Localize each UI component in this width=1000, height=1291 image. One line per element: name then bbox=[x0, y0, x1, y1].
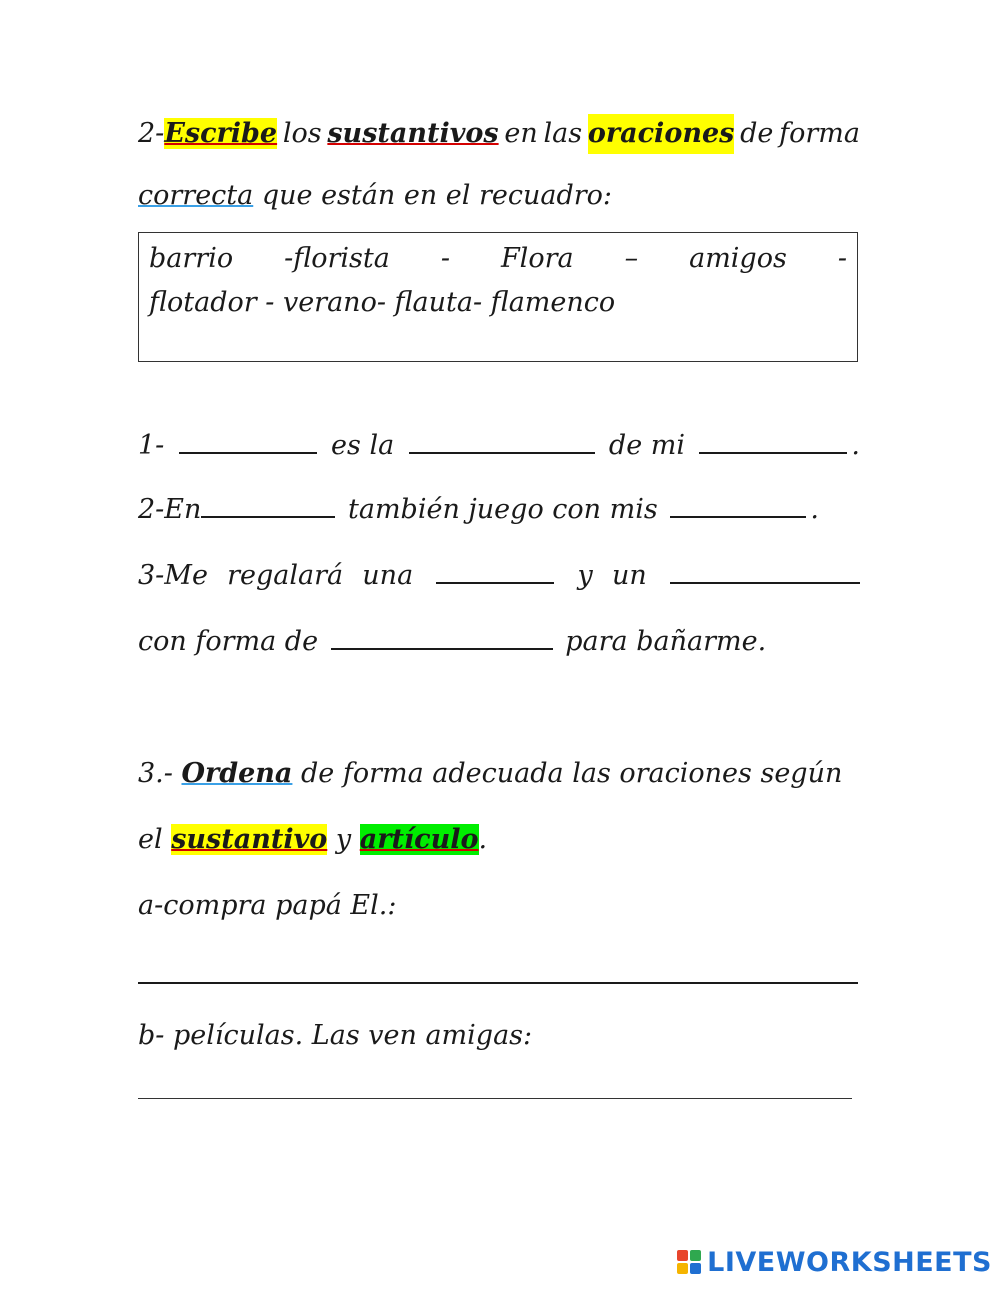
sentence-3-text-b: regalará bbox=[227, 560, 344, 591]
answer-blank-3a[interactable] bbox=[436, 556, 554, 584]
keyword-correcta: correcta bbox=[138, 180, 254, 211]
answer-line-b[interactable] bbox=[138, 1098, 852, 1099]
separator: – bbox=[624, 243, 639, 274]
answer-blank-3b[interactable] bbox=[670, 556, 860, 584]
sentence-2-text-a: 2-En bbox=[138, 494, 202, 525]
keyword-articulo: artículo bbox=[359, 824, 479, 855]
item-a: a-compra papá El.: bbox=[138, 890, 397, 921]
word-de: de bbox=[740, 118, 774, 149]
sentence-3-text-d: y bbox=[577, 560, 593, 591]
keyword-escribe: Escribe bbox=[164, 118, 278, 149]
word-barrio: barrio bbox=[149, 243, 234, 274]
sentence-2-text-b: también juego con mis bbox=[348, 494, 658, 525]
answer-blank-2b[interactable] bbox=[670, 490, 806, 518]
answer-blank-1a[interactable] bbox=[179, 426, 317, 454]
sentence-1-text-b: de mi bbox=[608, 430, 685, 461]
section3-title-line2: el sustantivo y artículo. bbox=[138, 824, 488, 855]
word-florista: -florista bbox=[284, 243, 390, 274]
keyword-ordena: Ordena bbox=[181, 758, 293, 789]
sentence-4-text-b: para bañarme. bbox=[565, 626, 767, 657]
answer-blank-2a[interactable] bbox=[201, 490, 335, 518]
separator: - bbox=[837, 243, 847, 274]
word-flora: Flora bbox=[500, 243, 574, 274]
item-b: b- películas. Las ven amigas: bbox=[138, 1020, 533, 1051]
sentence-4-text-a: con forma de bbox=[138, 626, 319, 657]
answer-blank-1c[interactable] bbox=[699, 426, 847, 454]
section2-number: 2- bbox=[138, 118, 165, 149]
section2-title-line1 bbox=[138, 114, 860, 154]
section2-line2-rest: que están en el recuadro: bbox=[261, 180, 613, 211]
word-las: las bbox=[543, 118, 583, 149]
answer-line-a[interactable] bbox=[138, 982, 858, 984]
sentence-3-text-e: un bbox=[611, 560, 647, 591]
word-amigos: amigos bbox=[689, 243, 787, 274]
sentence-1-text-a: es la bbox=[331, 430, 395, 461]
word-los: los bbox=[282, 118, 322, 149]
section2-title-line2 bbox=[138, 176, 860, 216]
sentence-3 bbox=[138, 556, 860, 596]
keyword-sustantivo: sustantivo bbox=[171, 824, 328, 855]
section3-title-rest: de forma adecuada las oraciones según bbox=[301, 758, 843, 789]
logo-blocks-icon bbox=[677, 1250, 701, 1274]
sentence-3-text-a: 3-Me bbox=[138, 560, 208, 591]
sentence-3-text-c: una bbox=[362, 560, 414, 591]
word-box-row2: flotador - verano- flauta- flamenco bbox=[149, 287, 616, 318]
section3-number: 3.- bbox=[138, 758, 173, 789]
word-box bbox=[138, 232, 858, 362]
keyword-oraciones: oraciones bbox=[588, 114, 734, 154]
section3-title-line1 bbox=[138, 754, 860, 794]
separator: - bbox=[440, 243, 450, 274]
word-en: en bbox=[504, 118, 538, 149]
logo-text: LIVEWORKSHEETS bbox=[707, 1246, 992, 1278]
keyword-sustantivos: sustantivos bbox=[327, 118, 499, 149]
sentence-4 bbox=[138, 622, 860, 662]
sentence-1-number: 1- bbox=[138, 430, 165, 461]
word-box-row1 bbox=[149, 239, 847, 279]
word-forma: forma bbox=[779, 118, 860, 149]
liveworksheets-logo bbox=[677, 1247, 992, 1277]
answer-blank-1b[interactable] bbox=[409, 426, 595, 454]
answer-blank-4a[interactable] bbox=[331, 622, 553, 650]
sentence-2: 2-En también juego con mis . bbox=[138, 490, 860, 530]
sentence-1: 1- es la de mi . bbox=[138, 426, 860, 466]
